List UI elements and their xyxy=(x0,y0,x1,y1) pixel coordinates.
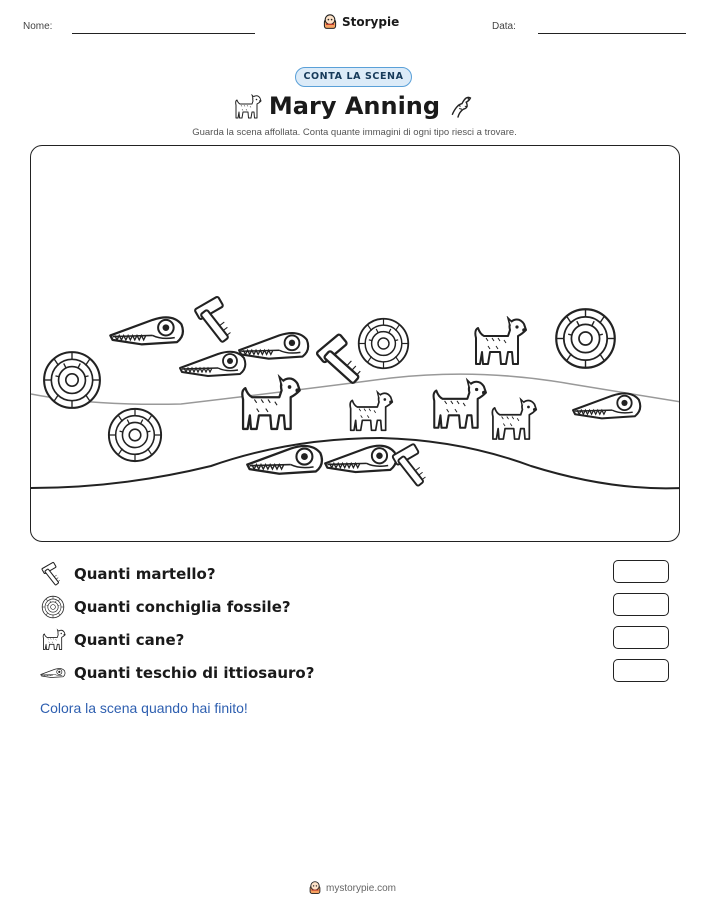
question-text: Quanti martello? xyxy=(74,565,216,583)
question-text: Quanti cane? xyxy=(74,631,185,649)
question-text: Quanti conchiglia fossile? xyxy=(74,598,291,616)
dog xyxy=(492,399,536,439)
question-shell xyxy=(40,594,291,620)
name-label: Nome: xyxy=(23,21,53,32)
answer-box-hammer[interactable] xyxy=(613,560,669,583)
fossil-shell xyxy=(359,319,409,369)
site-footer xyxy=(308,881,396,895)
dog xyxy=(350,392,392,430)
ichthyosaur-skull xyxy=(247,446,322,474)
page-title: Mary Anning xyxy=(268,92,441,120)
question-skull xyxy=(40,660,314,686)
question-text: Quanti teschio di ittiosauro? xyxy=(74,664,315,682)
hammer xyxy=(392,444,425,487)
page-subtitle: Guarda la scena affollata. Conta quante immagini di ogni tipo riesci a trovare. xyxy=(192,127,517,138)
storypie-logo-icon xyxy=(322,14,338,30)
hammer xyxy=(194,296,230,342)
answer-box-dog[interactable] xyxy=(613,626,669,649)
hammer xyxy=(314,331,363,389)
ichthyosaur-skull xyxy=(110,317,183,344)
brand-logo xyxy=(322,14,399,30)
site-url: mystorypie.com xyxy=(326,882,397,894)
counting-scene[interactable] xyxy=(30,145,680,542)
brand-name: Storypie xyxy=(342,15,400,29)
dog xyxy=(242,377,299,429)
date-field[interactable] xyxy=(538,33,686,34)
fossil-shell xyxy=(556,309,615,368)
fossil-shell-icon xyxy=(40,594,66,620)
answer-box-skull[interactable] xyxy=(613,659,669,682)
dog xyxy=(434,380,486,428)
ichthyosaur-icon xyxy=(448,91,476,119)
ichthyosaur-skull-icon xyxy=(40,660,66,686)
name-field[interactable] xyxy=(72,33,255,34)
dog-icon xyxy=(40,627,66,653)
hammer-icon xyxy=(40,561,66,587)
ichthyosaur-skull xyxy=(239,333,308,359)
ichthyosaur-skull xyxy=(325,446,396,472)
ichthyosaur-skull xyxy=(573,393,640,418)
fossil-shell xyxy=(44,352,100,408)
question-dog xyxy=(40,627,184,653)
date-label: Data: xyxy=(492,21,516,32)
activity-badge: CONTA LA SCENA xyxy=(295,67,412,87)
storypie-logo-icon xyxy=(308,881,322,895)
ichthyosaur-skull xyxy=(180,352,245,376)
footer-note: Colora la scena quando hai finito! xyxy=(40,700,248,716)
fossil-shell xyxy=(109,409,161,461)
scene-drawing xyxy=(31,146,680,542)
answer-box-shell[interactable] xyxy=(613,593,669,616)
dog xyxy=(475,318,526,364)
question-hammer xyxy=(40,561,216,587)
